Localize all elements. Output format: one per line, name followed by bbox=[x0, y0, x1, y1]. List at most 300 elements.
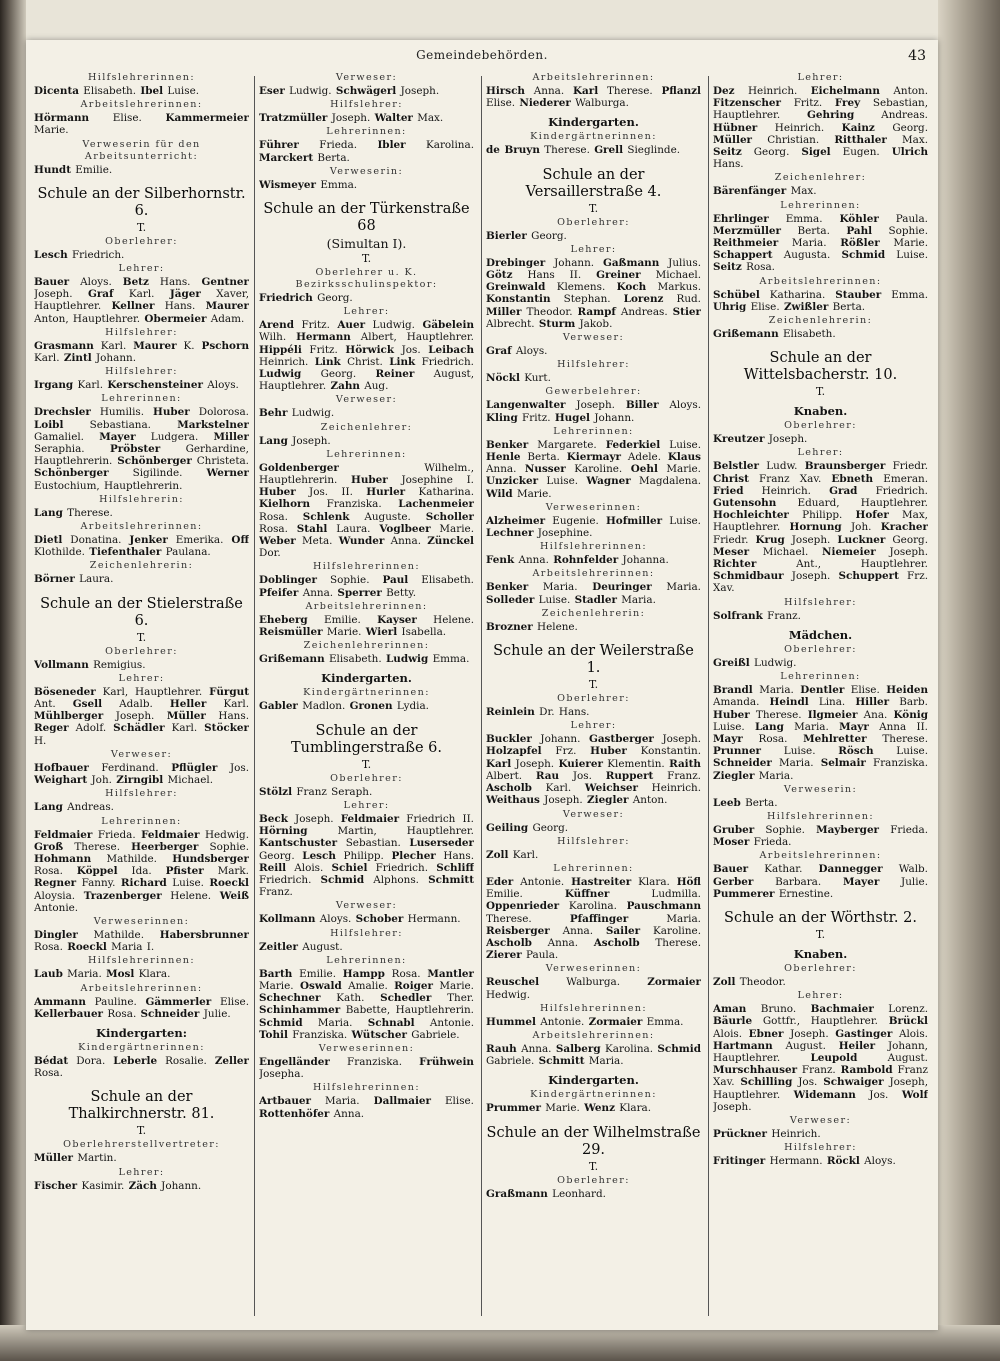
surname: Kayser bbox=[377, 613, 417, 626]
surname: Schinhammer bbox=[259, 1004, 341, 1017]
surname: Henle bbox=[486, 451, 521, 464]
role-label: Verweserin für den Arbeitsunterricht: bbox=[82, 138, 201, 162]
name-list: Langenwalter Joseph. Biller Aloys. Kling Fritz. Hugel Johann. bbox=[486, 399, 701, 424]
school-heading: Schule an der Wilhelmstraße 29. bbox=[486, 1124, 701, 1158]
surname: Gerber bbox=[713, 875, 754, 888]
role-label: Verweserinnen: bbox=[318, 1042, 415, 1054]
group-heading: Knaben. bbox=[793, 946, 848, 961]
surname: Brückl bbox=[888, 1015, 928, 1028]
surname: Wild bbox=[486, 487, 513, 500]
surname: Huber bbox=[713, 708, 750, 721]
name-list: Friedrich Georg. bbox=[259, 292, 353, 305]
surname: Hugel bbox=[554, 411, 591, 424]
surname: de Bruyn bbox=[486, 144, 540, 157]
surname: Aman bbox=[713, 1003, 747, 1016]
role-label: Oberlehrer: bbox=[557, 1174, 630, 1186]
school-type-mark: T. bbox=[361, 252, 372, 266]
group-heading: Knaben. bbox=[793, 404, 848, 419]
surname: Huber bbox=[259, 486, 296, 499]
surname: Maurer bbox=[133, 339, 177, 352]
surname: Kainz bbox=[841, 121, 875, 134]
surname: Feldmaier bbox=[34, 828, 93, 841]
surname: Rau bbox=[535, 769, 560, 782]
surname: Köppel bbox=[76, 865, 118, 878]
surname: Niederer bbox=[519, 97, 571, 110]
surname: Doblinger bbox=[259, 574, 318, 587]
name-list: Bärenfänger Max. bbox=[713, 185, 817, 198]
surname: Höfl bbox=[676, 875, 701, 888]
role-label: Hilfslehrer: bbox=[557, 359, 630, 371]
role-label: Lehrerinnen: bbox=[780, 199, 861, 211]
surname: Gabler bbox=[259, 700, 298, 713]
surname: Dallmaier bbox=[373, 1095, 431, 1108]
role-label: Hilfslehrerinnen: bbox=[312, 561, 421, 573]
school-type-mark: T. bbox=[588, 1159, 599, 1173]
surname: Lang bbox=[755, 720, 784, 733]
surname: Richter bbox=[713, 558, 757, 571]
surname: Böseneder bbox=[34, 685, 96, 698]
scan-edge-bottom bbox=[0, 1325, 1000, 1361]
surname: Führer bbox=[259, 139, 299, 152]
surname: Nöckl bbox=[486, 372, 520, 385]
surname: Merzmüller bbox=[713, 224, 782, 237]
surname: Huber bbox=[153, 406, 190, 419]
surname: Hastreiter bbox=[571, 875, 632, 888]
surname: Pröbster bbox=[109, 443, 161, 456]
surname: Lachenmeier bbox=[398, 498, 474, 511]
surname: Frühwein bbox=[419, 1055, 474, 1068]
surname: Gäbelein bbox=[422, 319, 474, 332]
surname: Braunsberger bbox=[804, 460, 886, 473]
role-label: Oberlehrer: bbox=[105, 645, 178, 657]
surname: Beck bbox=[259, 812, 288, 825]
role-label: Oberlehrer: bbox=[784, 643, 857, 655]
role-label: Hilfslehrer: bbox=[105, 366, 178, 378]
surname: Lesch bbox=[302, 849, 336, 862]
running-title: Gemeindebehörden. bbox=[416, 48, 548, 62]
surname: Zierer bbox=[486, 949, 522, 962]
surname: Brozner bbox=[486, 620, 533, 633]
surname: Greinwald bbox=[486, 281, 546, 294]
surname: Drechsler bbox=[34, 406, 91, 419]
name-list: Laub Maria. Mosl Klara. bbox=[34, 968, 171, 981]
surname: Gronen bbox=[349, 700, 393, 713]
name-list: Dingler Mathilde. Habersbrunner Rosa. Roeckl Maria I. bbox=[34, 928, 249, 954]
role-label: Hilfslehrerinnen: bbox=[539, 1002, 648, 1014]
surname: Langenwalter bbox=[486, 399, 566, 412]
role-label: Lehrer: bbox=[343, 306, 390, 318]
surname: Bachmaier bbox=[810, 1003, 874, 1016]
surname: Ludwig bbox=[259, 368, 302, 381]
surname: Miller bbox=[486, 305, 522, 318]
surname: Graf bbox=[486, 345, 512, 358]
name-list: Gabler Madlon. Gronen Lydia. bbox=[259, 700, 429, 713]
surname: Pfaffinger bbox=[569, 912, 629, 925]
surname: Greiner bbox=[596, 269, 641, 282]
column-2 bbox=[259, 70, 474, 1328]
surname: Arend bbox=[259, 319, 294, 332]
surname: Kellner bbox=[111, 300, 155, 313]
role-label: Lehrer: bbox=[797, 72, 844, 83]
surname: Lang bbox=[34, 506, 63, 519]
surname: Scholler bbox=[425, 510, 474, 523]
role-label: Lehrerinnen: bbox=[101, 393, 182, 405]
surname: Hiller bbox=[855, 696, 890, 709]
name-list: Graßmann Leonhard. bbox=[486, 1187, 606, 1200]
surname: Seitz bbox=[713, 261, 742, 274]
name-list: Lesch Friedrich. bbox=[34, 248, 125, 261]
column-divider bbox=[481, 76, 482, 1316]
surname: Oppenrieder bbox=[486, 900, 560, 913]
school-heading: Schule an der Versaillerstraße 4. bbox=[525, 166, 662, 200]
role-label: Lehrerinnen: bbox=[101, 815, 182, 827]
name-list: Müller Martin. bbox=[34, 1152, 117, 1165]
surname: Niemeier bbox=[822, 545, 876, 558]
name-list: Eser Ludwig. Schwägerl Joseph. bbox=[259, 85, 440, 97]
role-label: Lehrerinnen: bbox=[326, 126, 407, 138]
surname: Belstler bbox=[713, 460, 760, 473]
scan-edge-right bbox=[938, 0, 1000, 1361]
school-type-mark: T. bbox=[136, 1124, 147, 1138]
surname: Graßmann bbox=[486, 1187, 548, 1200]
surname: Eser bbox=[259, 85, 285, 97]
role-label: Lehrer: bbox=[797, 447, 844, 459]
surname: Gutensohn bbox=[713, 497, 777, 510]
name-list: Buckler Johann. Gastberger Joseph. Holzapfel Frz. Huber Konstantin. Karl Joseph. Kuierer Klementin. Raith Albert. Rau Jos. Ruppert Franz. Ascholb Karl. Weichser Heinrich. Weithaus Joseph. Ziegler Anton. bbox=[486, 733, 701, 807]
surname: Weighart bbox=[34, 774, 88, 787]
role-label: Hilfslehrerin: bbox=[99, 493, 184, 505]
surname: Hornung bbox=[789, 521, 842, 534]
surname: Lang bbox=[34, 801, 63, 814]
surname: Kreutzer bbox=[713, 433, 765, 446]
surname: Röckl bbox=[826, 1155, 860, 1168]
school-type-mark: T. bbox=[136, 220, 147, 234]
surname: Hörning bbox=[259, 825, 308, 838]
name-list: Greißl Ludwig. bbox=[713, 656, 797, 669]
surname: Leupold bbox=[810, 1051, 858, 1064]
surname: Habersbrunner bbox=[159, 928, 249, 941]
surname: Schwägerl bbox=[335, 85, 397, 97]
surname: Kuierer bbox=[558, 757, 603, 770]
surname: Paul bbox=[382, 574, 409, 587]
role-label: Oberlehrer u. K. Bezirksschulinspektor: bbox=[295, 267, 438, 291]
surname: Müller bbox=[34, 1152, 74, 1165]
surname: Link bbox=[389, 355, 416, 368]
surname: Drebinger bbox=[486, 256, 546, 269]
surname: Kerschensteiner bbox=[107, 379, 203, 392]
surname: Ritthaler bbox=[834, 133, 887, 146]
name-list: Bédat Dora. Leberle Rosalie. Zeller Rosa. bbox=[34, 1054, 249, 1080]
surname: Gastberger bbox=[588, 733, 654, 746]
name-list: Irgang Karl. Kerschensteiner Aloys. bbox=[34, 379, 239, 392]
name-list: Grißemann Elisabeth. Ludwig Emma. bbox=[259, 653, 470, 666]
surname: Richard bbox=[120, 877, 167, 890]
book-page bbox=[26, 40, 938, 1330]
surname: Grasmann bbox=[34, 339, 94, 352]
surname: Konstantin bbox=[486, 293, 551, 306]
surname: Zwißler bbox=[783, 300, 829, 313]
surname: Börner bbox=[34, 573, 75, 586]
surname: Laub bbox=[34, 968, 63, 981]
surname: Plecher bbox=[391, 849, 436, 862]
surname: Schmitt bbox=[428, 873, 474, 886]
surname: Wagner bbox=[586, 475, 631, 488]
name-list: Doblinger Sophie. Paul Elisabeth. Pfeifer Anna. Sperrer Betty. bbox=[259, 574, 474, 599]
name-list: Grißemann Elisabeth. bbox=[713, 328, 836, 341]
surname: Eder bbox=[486, 875, 514, 888]
surname: Schilling bbox=[740, 1076, 793, 1089]
surname: Luckner bbox=[837, 533, 886, 546]
name-list: Grasmann Karl. Maurer K. Pschorn Karl. Zintl Johann. bbox=[34, 339, 249, 365]
surname: Schmitt bbox=[538, 1055, 585, 1068]
surname: Nusser bbox=[524, 463, 566, 476]
role-label: Hilfslehrer: bbox=[784, 596, 857, 608]
surname: Mehlretter bbox=[803, 732, 867, 745]
surname: Klaus bbox=[667, 451, 701, 464]
surname: Grad bbox=[829, 484, 858, 497]
surname: Grißemann bbox=[713, 328, 779, 341]
role-label: Arbeitslehrerinnen: bbox=[80, 982, 203, 994]
name-list: Rauh Anna. Salberg Karolina. Schmid Gabriele. Schmitt Maria. bbox=[486, 1042, 701, 1068]
role-label: Lehrerinnen: bbox=[553, 862, 634, 874]
surname: Eichelmann bbox=[810, 85, 880, 97]
surname: Ziegler bbox=[713, 769, 755, 782]
school-type-mark: T. bbox=[815, 927, 826, 941]
role-label: Lehrerinnen: bbox=[326, 448, 407, 460]
surname: Schlenk bbox=[302, 510, 350, 523]
surname: Pfeifer bbox=[259, 586, 299, 599]
name-list: Reuschel Walburga. Zormaier Hedwig. bbox=[486, 976, 701, 1001]
surname: Wütscher bbox=[351, 1028, 407, 1041]
surname: Sperrer bbox=[337, 586, 382, 599]
surname: Gentner bbox=[201, 276, 249, 289]
surname: Grell bbox=[594, 144, 624, 157]
role-label: Arbeitslehrerinnen: bbox=[532, 1029, 655, 1041]
name-list: Schübel Katharina. Stauber Emma. Uhrig Elise. Zwißler Berta. bbox=[713, 288, 928, 313]
surname: Prummer bbox=[486, 1102, 541, 1115]
surname: Schädler bbox=[113, 722, 165, 735]
surname: Fried bbox=[713, 484, 744, 497]
role-label: Lehrer: bbox=[118, 263, 165, 275]
surname: Götz bbox=[486, 269, 513, 282]
role-label: Hilfslehrer: bbox=[784, 1142, 857, 1154]
school-heading: Schule an der Wittelsbacherstr. 10. bbox=[743, 350, 898, 384]
name-list: Vollmann Remigius. bbox=[34, 658, 146, 671]
surname: Zirngibl bbox=[116, 774, 164, 787]
name-list: Bierler Georg. bbox=[486, 229, 567, 242]
role-label: Hilfslehrer: bbox=[105, 326, 178, 338]
name-list: Behr Ludwig. bbox=[259, 407, 335, 420]
surname: Mayberger bbox=[816, 823, 880, 836]
name-list: Brozner Helene. bbox=[486, 620, 578, 633]
surname: Hippéli bbox=[259, 343, 302, 356]
surname: Zünckel bbox=[427, 535, 474, 548]
surname: Mosl bbox=[106, 968, 135, 981]
surname: Stöcker bbox=[204, 722, 249, 735]
surname: Seitz bbox=[713, 146, 742, 159]
surname: Weithaus bbox=[486, 794, 540, 807]
surname: Huber bbox=[590, 745, 627, 758]
surname: Deuringer bbox=[592, 581, 652, 594]
surname: Rösch bbox=[838, 745, 874, 758]
role-label: Hilfslehrer: bbox=[105, 788, 178, 800]
surname: Stauber bbox=[835, 288, 882, 301]
surname: Mühlberger bbox=[34, 710, 104, 723]
surname: Stier bbox=[672, 305, 701, 318]
surname: Holzapfel bbox=[486, 745, 542, 758]
surname: Reger bbox=[34, 722, 69, 735]
surname: Tratzmüller bbox=[259, 112, 328, 125]
role-label: Verweserinnen: bbox=[93, 915, 190, 927]
surname: Schedler bbox=[380, 992, 432, 1005]
surname: Schnabl bbox=[367, 1016, 415, 1029]
surname: Hohmann bbox=[34, 852, 92, 865]
surname: Wolf bbox=[901, 1088, 928, 1101]
name-list: Ehrlinger Emma. Köhler Paula. Merzmüller Berta. Pahl Sophie. Reithmeier Maria. Rößler Marie. Schappert Augusta. Schmid Luise. Seitz Rosa. bbox=[713, 212, 928, 274]
surname: Reithmeier bbox=[713, 237, 779, 250]
name-list: Drebinger Johann. Gaßmann Julius. Götz Hans II. Greiner Michael. Greinwald Klemens. Koch Markus. Konstantin Stephan. Lorenz Rud. Miller Theodor. Rampf Andreas. Stier Albrecht. Sturm Jakob. bbox=[486, 256, 701, 330]
surname: Schiel bbox=[331, 861, 368, 874]
surname: Hofbauer bbox=[34, 761, 89, 774]
surname: Heiler bbox=[838, 1039, 876, 1052]
role-label: Verweser: bbox=[335, 394, 398, 406]
role-label: Lehrerinnen: bbox=[780, 671, 861, 683]
surname: Fritinger bbox=[713, 1155, 766, 1168]
surname: Schechner bbox=[259, 992, 321, 1005]
role-label: Lehrer: bbox=[797, 990, 844, 1002]
surname: Eheberg bbox=[259, 613, 308, 626]
surname: Mayr bbox=[713, 732, 743, 745]
school-heading: Schule an der Türkenstraße 68 bbox=[263, 201, 470, 235]
surname: Ascholb bbox=[593, 936, 640, 949]
surname: Ludwig bbox=[385, 653, 429, 666]
surname: Solfrank bbox=[713, 609, 763, 622]
surname: Gehring bbox=[807, 109, 855, 122]
role-label: Verweserin: bbox=[783, 783, 858, 795]
name-list: Benker Margarete. Federkiel Luise. Henle Berta. Kiermayr Adele. Klaus Anna. Nusser Karoline. Oehl Marie. Unzicker Luise. Wagner Magdalena. Wild Marie. bbox=[486, 438, 701, 500]
role-label: Verweserinnen: bbox=[545, 501, 642, 513]
name-list: Nöckl Kurt. bbox=[486, 372, 551, 385]
role-label: Lehrerinnen: bbox=[553, 425, 634, 437]
surname: Roeckl bbox=[209, 877, 249, 890]
surname: Stölzl bbox=[259, 785, 293, 798]
surname: Oehl bbox=[630, 463, 658, 476]
surname: Fürgut bbox=[209, 685, 249, 698]
surname: Koch bbox=[616, 281, 647, 294]
surname: Prunner bbox=[713, 745, 762, 758]
surname: Lorenz bbox=[623, 293, 664, 306]
school-type-mark: T. bbox=[588, 678, 599, 692]
surname: Pschorn bbox=[201, 339, 249, 352]
name-list: Stölzl Franz Seraph. bbox=[259, 785, 373, 798]
surname: Christ bbox=[713, 472, 749, 485]
name-list: Belstler Ludw. Braunsberger Friedr. Christ Franz Xav. Ebneth Emeran. Fried Heinrich. Grad Friedrich. Gutensohn Eduard, Hauptlehrer. Hochleichter Philipp. Hofer Max, Hauptlehrer. Hornung Joh. Kracher Friedr. Krug Joseph. Luckner Georg. Meser Michael. Niemeier Joseph. Richter Ant., Hauptlehrer. Schmidbaur Joseph. Schuppert Frz. Xav. bbox=[713, 460, 928, 595]
surname: Wierl bbox=[365, 626, 398, 639]
surname: Engelländer bbox=[259, 1055, 330, 1068]
surname: Heller bbox=[169, 698, 207, 711]
surname: Rampf bbox=[577, 305, 616, 318]
surname: Kellerbauer bbox=[34, 1007, 104, 1020]
surname: Hübner bbox=[713, 121, 758, 134]
surname: Vollmann bbox=[34, 658, 89, 671]
surname: Raith bbox=[669, 757, 701, 770]
role-label: Verweser: bbox=[110, 748, 173, 760]
role-label: Hilfslehrerinnen: bbox=[766, 810, 875, 822]
surname: Bédat bbox=[34, 1054, 69, 1067]
surname: Luserseder bbox=[409, 837, 474, 850]
surname: Dingler bbox=[34, 928, 78, 941]
surname: Biller bbox=[625, 399, 659, 412]
name-list: Zoll Karl. bbox=[486, 848, 539, 861]
surname: Maurer bbox=[205, 300, 249, 313]
surname: Voglbeer bbox=[379, 522, 431, 535]
surname: Marckert bbox=[259, 151, 314, 164]
surname: Jäger bbox=[169, 288, 201, 301]
surname: Kiermayr bbox=[566, 451, 622, 464]
role-label: Kindergärtnerinnen: bbox=[530, 1089, 657, 1101]
surname: Weber bbox=[259, 535, 296, 548]
surname: Köhler bbox=[839, 212, 879, 225]
role-label: Zeichenlehrer: bbox=[320, 421, 413, 433]
group-heading: Kindergarten. bbox=[548, 1073, 639, 1088]
surname: Irgang bbox=[34, 379, 74, 392]
surname: Brandl bbox=[713, 684, 753, 697]
surname: Rößler bbox=[840, 237, 880, 250]
surname: Stadler bbox=[574, 593, 617, 606]
column-divider bbox=[254, 76, 255, 1316]
name-list: Börner Laura. bbox=[34, 573, 114, 586]
surname: Hundsberger bbox=[172, 852, 249, 865]
name-list: Beck Joseph. Feldmaier Friedrich II. Hörning Martin, Hauptlehrer. Kantschuster Sebastian. Luserseder Georg. Lesch Philipp. Plecher Hans. Reill Alois. Schiel Friedrich. Schliff Friedrich. Schmid Alphons. Schmitt Franz. bbox=[259, 812, 474, 899]
page-number: 43 bbox=[908, 48, 926, 64]
name-list: Dietl Donatina. Jenker Emerika. Off Klothilde. Tiefenthaler Paulana. bbox=[34, 534, 249, 559]
surname: Bierler bbox=[486, 229, 527, 242]
role-label: Arbeitslehrerinnen: bbox=[305, 600, 428, 612]
surname: Feldmaier bbox=[141, 828, 200, 841]
name-list: Führer Frieda. Ibler Karolina. Marckert Berta. bbox=[259, 139, 474, 164]
role-label: Oberlehrerstellvertreter: bbox=[63, 1139, 220, 1151]
surname: Ascholb bbox=[486, 936, 532, 949]
surname: Zahn bbox=[330, 380, 360, 393]
role-label: Verweser: bbox=[335, 900, 398, 912]
surname: Kantschuster bbox=[259, 837, 338, 850]
surname: Zormaier bbox=[588, 1015, 643, 1028]
surname: Tohil bbox=[259, 1028, 288, 1041]
school-subtitle: (Simultan I). bbox=[326, 236, 407, 252]
role-label: Arbeitslehrerinnen: bbox=[759, 850, 882, 862]
surname: Oswald bbox=[299, 979, 342, 992]
surname: Ibler bbox=[377, 139, 406, 152]
surname: Mantler bbox=[427, 967, 474, 980]
role-label: Hilfslehrer: bbox=[330, 927, 403, 939]
surname: Wismeyer bbox=[259, 178, 317, 191]
role-label: Verweser: bbox=[789, 1114, 852, 1126]
school-type-mark: T. bbox=[136, 630, 147, 644]
name-list: Ammann Pauline. Gämmerler Elise. Kellerbauer Rosa. Schneider Julie. bbox=[34, 995, 249, 1020]
surname: Müller bbox=[713, 133, 753, 146]
surname: Fitzenscher bbox=[713, 97, 782, 110]
surname: Lesch bbox=[34, 248, 68, 261]
surname: Schneider bbox=[140, 1007, 200, 1020]
surname: Barth bbox=[259, 967, 293, 980]
school-heading: Schule an der Thalkirchnerstr. 81. bbox=[68, 1089, 215, 1123]
surname: Leberle bbox=[113, 1054, 158, 1067]
column-3 bbox=[486, 70, 701, 1328]
surname: Huber bbox=[351, 474, 388, 487]
surname: Schneider bbox=[713, 757, 772, 770]
name-list: Kreutzer Joseph. bbox=[713, 433, 808, 446]
surname: Schönberger bbox=[117, 455, 192, 468]
